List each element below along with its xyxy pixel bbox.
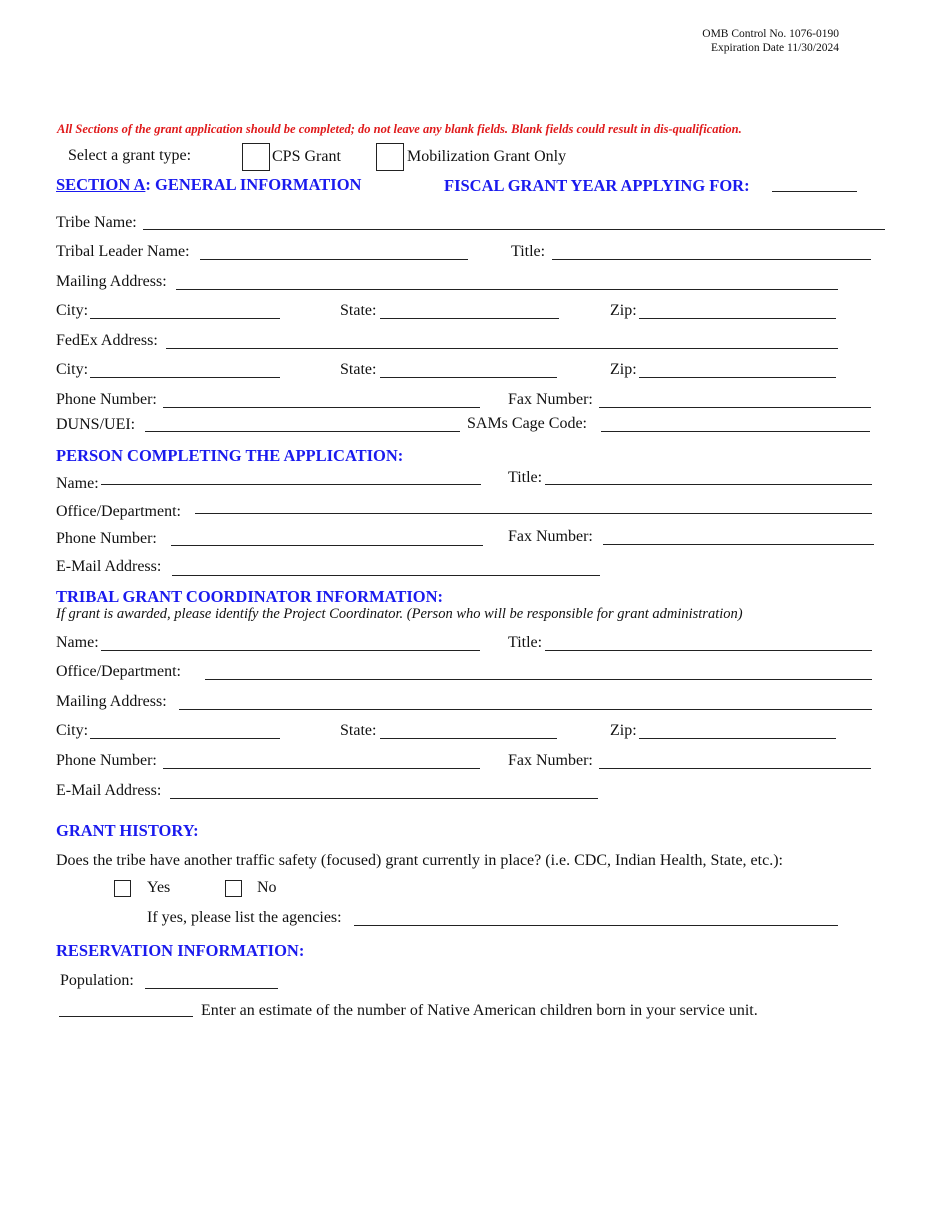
coordinator-phone-label: Phone Number: — [56, 752, 157, 769]
person-office-label: Office/Department: — [56, 503, 181, 520]
grant-history-heading: GRANT HISTORY: — [56, 821, 199, 840]
coordinator-city-label: City: — [56, 722, 89, 739]
fedex-city-label: City: — [56, 361, 89, 378]
mobilization-grant-label: Mobilization Grant Only — [407, 148, 567, 165]
tribal-leader-label: Tribal Leader Name: — [56, 243, 190, 260]
coordinator-office-label: Office/Department: — [56, 663, 181, 680]
coordinator-title-label: Title: — [508, 634, 543, 651]
tribe-name-field[interactable] — [143, 229, 885, 230]
person-name-field[interactable] — [101, 484, 481, 485]
person-office-field[interactable] — [195, 513, 872, 514]
fedex-zip-label: Zip: — [610, 361, 637, 378]
completion-notice: All Sections of the grant application should be completed; do not leave any blank fields. Blank fields could result in dis-qualification. — [57, 122, 742, 136]
coordinator-state-field[interactable] — [380, 738, 557, 739]
fedex-city-field[interactable] — [90, 377, 280, 378]
fax-number-field[interactable] — [599, 407, 871, 408]
mailing-address-label: Mailing Address: — [56, 273, 167, 290]
coordinator-fax-label: Fax Number: — [508, 752, 593, 769]
person-title-label: Title: — [508, 469, 543, 486]
history-no-label: No — [257, 879, 277, 896]
tribe-name-label: Tribe Name: — [56, 214, 137, 231]
zip-field[interactable] — [639, 318, 836, 319]
person-phone-field[interactable] — [171, 545, 483, 546]
coordinator-name-field[interactable] — [101, 650, 480, 651]
agencies-field[interactable] — [354, 925, 838, 926]
person-title-field[interactable] — [545, 484, 872, 485]
history-no-checkbox[interactable] — [225, 880, 242, 897]
fedex-address-label: FedEx Address: — [56, 332, 158, 349]
fiscal-year-field[interactable] — [772, 191, 857, 192]
coordinator-mailing-field[interactable] — [179, 709, 872, 710]
history-yes-label: Yes — [147, 879, 171, 896]
section-a-heading — [56, 175, 361, 195]
children-estimate-label: Enter an estimate of the number of Native American children born in your service unit. — [201, 1002, 758, 1019]
duns-uei-field[interactable] — [145, 431, 460, 432]
person-email-label: E-Mail Address: — [56, 558, 162, 575]
coordinator-heading: TRIBAL GRANT COORDINATOR INFORMATION: — [56, 587, 444, 606]
duns-uei-label: DUNS/UEI: — [56, 416, 136, 433]
sams-cage-code-field[interactable] — [601, 431, 870, 432]
coordinator-city-field[interactable] — [90, 738, 280, 739]
coordinator-name-label: Name: — [56, 634, 99, 651]
coordinator-mailing-label: Mailing Address: — [56, 693, 167, 710]
section-a-title: : GENERAL INFORMATION — [145, 175, 362, 194]
leader-title-label: Title: — [511, 243, 546, 260]
omb-control-number: OMB Control No. 1076-0190 — [702, 28, 839, 40]
cps-grant-label: CPS Grant — [272, 148, 341, 165]
zip-label: Zip: — [610, 302, 637, 319]
fedex-state-field[interactable] — [380, 377, 557, 378]
omb-expiration-date: Expiration Date 11/30/2024 — [711, 42, 839, 54]
city-field[interactable] — [90, 318, 280, 319]
person-completing-heading: PERSON COMPLETING THE APPLICATION: — [56, 446, 404, 465]
omb-info — [702, 27, 839, 55]
agencies-label: If yes, please list the agencies: — [147, 909, 342, 926]
coordinator-note: If grant is awarded, please identify the Project Coordinator. (Person who will be responsible for grant administration) — [56, 606, 743, 622]
person-email-field[interactable] — [172, 575, 600, 576]
grant-type-label: Select a grant type: — [68, 147, 192, 164]
tribal-leader-field[interactable] — [200, 259, 468, 260]
fiscal-year-label: FISCAL GRANT YEAR APPLYING FOR: — [444, 176, 750, 195]
person-name-label: Name: — [56, 475, 99, 492]
fedex-state-label: State: — [340, 361, 377, 378]
population-field[interactable] — [145, 988, 278, 989]
coordinator-zip-label: Zip: — [610, 722, 637, 739]
coordinator-phone-field[interactable] — [163, 768, 480, 769]
person-phone-label: Phone Number: — [56, 530, 157, 547]
coordinator-state-label: State: — [340, 722, 377, 739]
cps-grant-checkbox[interactable] — [242, 143, 270, 171]
coordinator-office-field[interactable] — [205, 679, 872, 680]
person-fax-label: Fax Number: — [508, 528, 593, 545]
coordinator-email-field[interactable] — [170, 798, 598, 799]
coordinator-title-field[interactable] — [545, 650, 872, 651]
history-yes-checkbox[interactable] — [114, 880, 131, 897]
fedex-address-field[interactable] — [166, 348, 838, 349]
person-fax-field[interactable] — [603, 544, 874, 545]
phone-number-label: Phone Number: — [56, 391, 157, 408]
state-field[interactable] — [380, 318, 559, 319]
city-label: City: — [56, 302, 89, 319]
mobilization-grant-checkbox[interactable] — [376, 143, 404, 171]
phone-number-field[interactable] — [163, 407, 480, 408]
coordinator-email-label: E-Mail Address: — [56, 782, 162, 799]
mailing-address-field[interactable] — [176, 289, 838, 290]
reservation-heading: RESERVATION INFORMATION: — [56, 941, 305, 960]
fedex-zip-field[interactable] — [639, 377, 836, 378]
coordinator-zip-field[interactable] — [639, 738, 836, 739]
leader-title-field[interactable] — [552, 259, 871, 260]
coordinator-fax-field[interactable] — [599, 768, 871, 769]
grant-history-question: Does the tribe have another traffic safety (focused) grant currently in place? (i.e. CDC, Indian Health, State, etc.): — [56, 852, 783, 869]
children-estimate-field[interactable] — [59, 1016, 193, 1017]
state-label: State: — [340, 302, 377, 319]
sams-cage-code-label: SAMs Cage Code: — [467, 415, 587, 432]
section-a-prefix: SECTION A — [56, 175, 146, 194]
population-label: Population: — [60, 972, 134, 989]
fax-number-label: Fax Number: — [508, 391, 593, 408]
